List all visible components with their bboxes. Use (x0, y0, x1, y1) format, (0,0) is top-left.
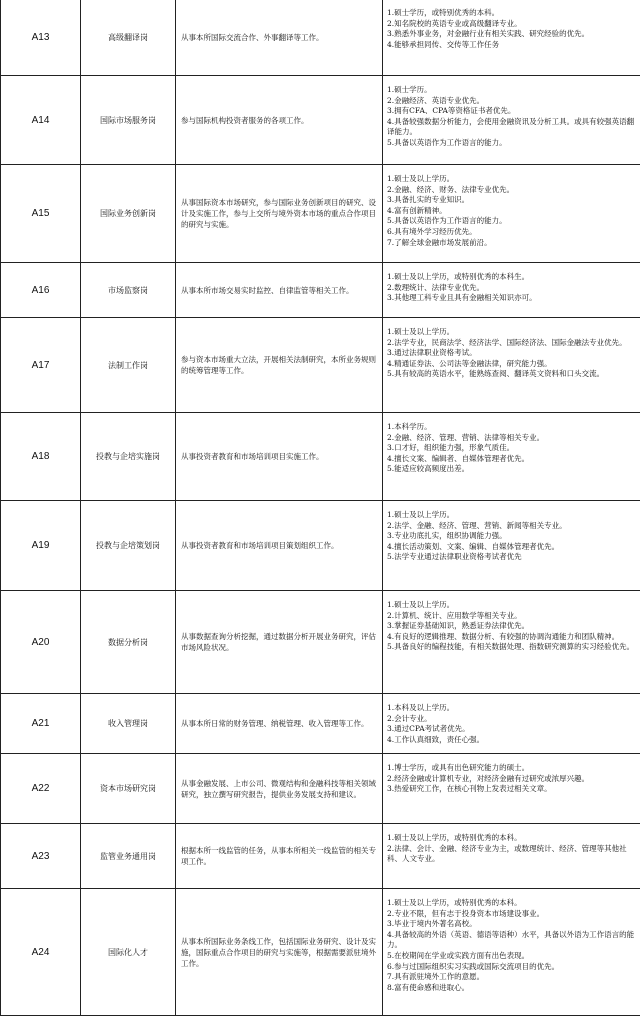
position-name: 高级翻译岗 (81, 0, 176, 76)
requirement-item: 3.通过CPA考试者优先。 (387, 724, 636, 735)
table-row (1, 318, 640, 413)
position-name: 数据分析岗 (81, 591, 176, 694)
requirements-list (387, 501, 636, 563)
position-requirements (383, 263, 640, 318)
requirements-list (387, 76, 636, 149)
position-requirements (383, 591, 640, 694)
requirement-item: 3.热爱研究工作，在核心刊物上发表过相关文章。 (387, 784, 636, 795)
requirement-item: 7.具有派驻境外工作的意愿。 (387, 972, 636, 983)
requirements-list (387, 889, 636, 993)
requirement-item: 2.金融经济、英语专业优先。 (387, 96, 636, 107)
requirements-list (387, 263, 636, 304)
position-duty: 从事本所国际业务条线工作，包括国际业务研究、设计及实施，国际重点合作项目的研究与实施等，根据需要派驻境外工作。 (176, 889, 383, 1016)
table-row (1, 501, 640, 591)
requirement-item: 2.金融、经济、财务、法律专业优先。 (387, 185, 636, 196)
requirement-item: 5.具备以英语作为工作语言的能力。 (387, 216, 636, 227)
requirement-item: 3.熟悉外事业务，对金融行业有相关实践、研究经验的优先。 (387, 29, 636, 40)
position-requirements (383, 76, 640, 165)
requirement-item: 3.毕业于境内外著名高校。 (387, 919, 636, 930)
requirements-list (387, 0, 636, 50)
position-name: 市场监察岗 (81, 263, 176, 318)
requirement-item: 4.擅长文案、编辑者、自媒体管理者优先。 (387, 454, 636, 465)
requirement-item: 2.金融、经济、管理、营销、法律等相关专业。 (387, 433, 636, 444)
requirement-item: 1.硕士及以上学历。 (387, 174, 636, 185)
table-row (1, 263, 640, 318)
requirement-item: 1.博士学历，或具有出色研究能力的硕士。 (387, 763, 636, 774)
position-code: A18 (1, 413, 81, 501)
requirement-item: 5.具有较高的英语水平，能熟练查阅、翻译英文资料和口头交流。 (387, 369, 636, 380)
requirement-item: 2.经济金融或计算机专业，对经济金融有过研究或浓厚兴趣。 (387, 774, 636, 785)
requirement-item: 3.口才好，组织能力强，形象气质佳。 (387, 443, 636, 454)
requirement-item: 1.硕士及以上学历。 (387, 327, 636, 338)
position-requirements (383, 889, 640, 1016)
requirement-item: 1.硕士学历，或特别优秀的本科。 (387, 8, 636, 19)
requirement-item: 3.拥有CFA、CPA等资格证书者优先。 (387, 106, 636, 117)
requirement-item: 1.硕士学历。 (387, 85, 636, 96)
requirement-item: 4.富有创新精神。 (387, 206, 636, 217)
requirement-item: 4.具备较强数据分析能力，会使用金融资讯及分析工具。或具有较强英语翻译能力。 (387, 117, 636, 138)
requirements-list (387, 165, 636, 248)
table-row (1, 165, 640, 263)
position-duty: 从事本所日常的财务管理、纳税管理、收入管理等工作。 (176, 694, 383, 754)
position-name: 法制工作岗 (81, 318, 176, 413)
requirements-list (387, 318, 636, 380)
requirements-list (387, 694, 636, 745)
position-name: 监管业务通用岗 (81, 824, 176, 889)
position-duty: 参与资本市场重大立法，开展相关法制研究，本所业务规则的统筹管理等工作。 (176, 318, 383, 413)
requirement-item: 3.具备扎实的专业知识。 (387, 195, 636, 206)
position-code: A20 (1, 591, 81, 694)
requirement-item: 4.工作认真细致，责任心强。 (387, 735, 636, 746)
position-duty: 从事数据查询分析挖掘，通过数据分析开展业务研究，评估市场风险状况。 (176, 591, 383, 694)
requirement-item: 2.知名院校的英语专业或高级翻译专业。 (387, 19, 636, 30)
requirement-item: 3.专业功底扎实，组织协调能力强。 (387, 531, 636, 542)
requirement-item: 5.具备以英语作为工作语言的能力。 (387, 138, 636, 149)
table-row (1, 824, 640, 889)
position-code: A17 (1, 318, 81, 413)
table-row (1, 889, 640, 1016)
requirement-item: 4.擅长活动策划、文案、编辑、自媒体管理者优先。 (387, 542, 636, 553)
requirement-item: 1.本科学历。 (387, 422, 636, 433)
position-name: 投教与企培策划岗 (81, 501, 176, 591)
requirement-item: 2.计算机、统计、应用数学等相关专业。 (387, 611, 636, 622)
requirement-item: 4.有良好的逻辑推理、数据分析、有较强的协调沟通能力和团队精神。 (387, 632, 636, 643)
position-code: A14 (1, 76, 81, 165)
position-name: 收入管理岗 (81, 694, 176, 754)
position-name: 投教与企培实施岗 (81, 413, 176, 501)
position-code: A15 (1, 165, 81, 263)
table-row (1, 694, 640, 754)
position-duty: 根据本所一线监管的任务，从事本所相关一线监管的相关专项工作。 (176, 824, 383, 889)
positions-table-body (1, 0, 640, 1016)
requirement-item: 2.法律、会计、金融、经济专业为主，或数理统计、经济、管理等其他社科、人文专业。 (387, 844, 636, 865)
requirement-item: 2.数理统计、法律专业优先。 (387, 283, 636, 294)
position-requirements (383, 754, 640, 824)
table-row (1, 754, 640, 824)
position-requirements (383, 165, 640, 263)
position-name: 国际化人才 (81, 889, 176, 1016)
requirements-list (387, 591, 636, 653)
requirement-item: 2.法学、金融、经济、管理、营销、新闻等相关专业。 (387, 521, 636, 532)
position-code: A24 (1, 889, 81, 1016)
position-duty: 从事投资者教育和市场培训项目实施工作。 (176, 413, 383, 501)
position-duty: 从事金融发展、上市公司、微观结构和金融科技等相关领域研究，独立撰写研究报告，提供业务发展支持和建议。 (176, 754, 383, 824)
requirement-item: 2.会计专业。 (387, 714, 636, 725)
position-requirements (383, 413, 640, 501)
requirement-item: 1.硕士及以上学历，或特别优秀的本科。 (387, 833, 636, 844)
position-duty: 从事本所市场交易实时监控、自律监管等相关工作。 (176, 263, 383, 318)
position-requirements (383, 824, 640, 889)
requirement-item: 5.能适应较高频度出差。 (387, 464, 636, 475)
requirement-item: 4.能够承担同传、交传等工作任务 (387, 40, 636, 51)
position-code: A22 (1, 754, 81, 824)
position-duty: 从事本所国际交流合作、外事翻译等工作。 (176, 0, 383, 76)
position-requirements (383, 694, 640, 754)
requirement-item: 2.专业不限，但有志于投身资本市场建设事业。 (387, 909, 636, 920)
requirement-item: 3.通过法律职业资格考试。 (387, 348, 636, 359)
requirement-item: 3.掌握证券基础知识，熟悉证券法律优先。 (387, 621, 636, 632)
position-duty: 参与国际机构投资者服务的各项工作。 (176, 76, 383, 165)
requirement-item: 1.本科及以上学历。 (387, 703, 636, 714)
table-row (1, 413, 640, 501)
table-row (1, 76, 640, 165)
position-name: 资本市场研究岗 (81, 754, 176, 824)
requirement-item: 6.参与过国际组织实习实践或国际交流项目的优先。 (387, 962, 636, 973)
requirement-item: 1.硕士及以上学历。 (387, 510, 636, 521)
requirements-list (387, 824, 636, 865)
requirement-item: 7.了解全球金融市场发展前沿。 (387, 238, 636, 249)
position-duty: 从事投资者教育和市场培训项目策划组织工作。 (176, 501, 383, 591)
position-code: A19 (1, 501, 81, 591)
position-code: A16 (1, 263, 81, 318)
requirement-item: 1.硕士及以上学历，或特别优秀的本科。 (387, 898, 636, 909)
requirement-item: 1.硕士及以上学历。 (387, 600, 636, 611)
requirement-item: 5.具备良好的编程技能，有相关数据处理、指数研究测算的实习经验优先。 (387, 642, 636, 653)
requirement-item: 5.在校期间在学业或实践方面有出色表现。 (387, 951, 636, 962)
position-name: 国际业务创新岗 (81, 165, 176, 263)
requirement-item: 8.富有使命感和进取心。 (387, 983, 636, 994)
position-requirements (383, 318, 640, 413)
table-row (1, 0, 640, 76)
position-duty: 从事国际资本市场研究，参与国际业务创新项目的研究、设计及实施工作，参与上交所与境外资本市场的重点合作项目的研究与实施。 (176, 165, 383, 263)
position-name: 国际市场服务岗 (81, 76, 176, 165)
requirement-item: 4.具备较高的外语（英语、德语等语种）水平，具备以外语为工作语言的能力。 (387, 930, 636, 951)
requirement-item: 4.精通证券法、公司法等金融法律，研究能力强。 (387, 359, 636, 370)
table-row (1, 591, 640, 694)
requirements-list (387, 413, 636, 475)
requirement-item: 1.硕士及以上学历，或特别优秀的本科生。 (387, 272, 636, 283)
position-requirements (383, 501, 640, 591)
requirement-item: 2.法学专业，民商法学、经济法学、国际经济法、国际金融法专业优先。 (387, 338, 636, 349)
position-code: A21 (1, 694, 81, 754)
position-requirements (383, 0, 640, 76)
position-code: A23 (1, 824, 81, 889)
requirement-item: 6.具有境外学习经历优先。 (387, 227, 636, 238)
requirements-list (387, 754, 636, 795)
requirement-item: 5.法学专业通过法律职业资格考试者优先 (387, 552, 636, 563)
position-code: A13 (1, 0, 81, 76)
requirement-item: 3.其他理工科专业且具有金融相关知识亦可。 (387, 293, 636, 304)
